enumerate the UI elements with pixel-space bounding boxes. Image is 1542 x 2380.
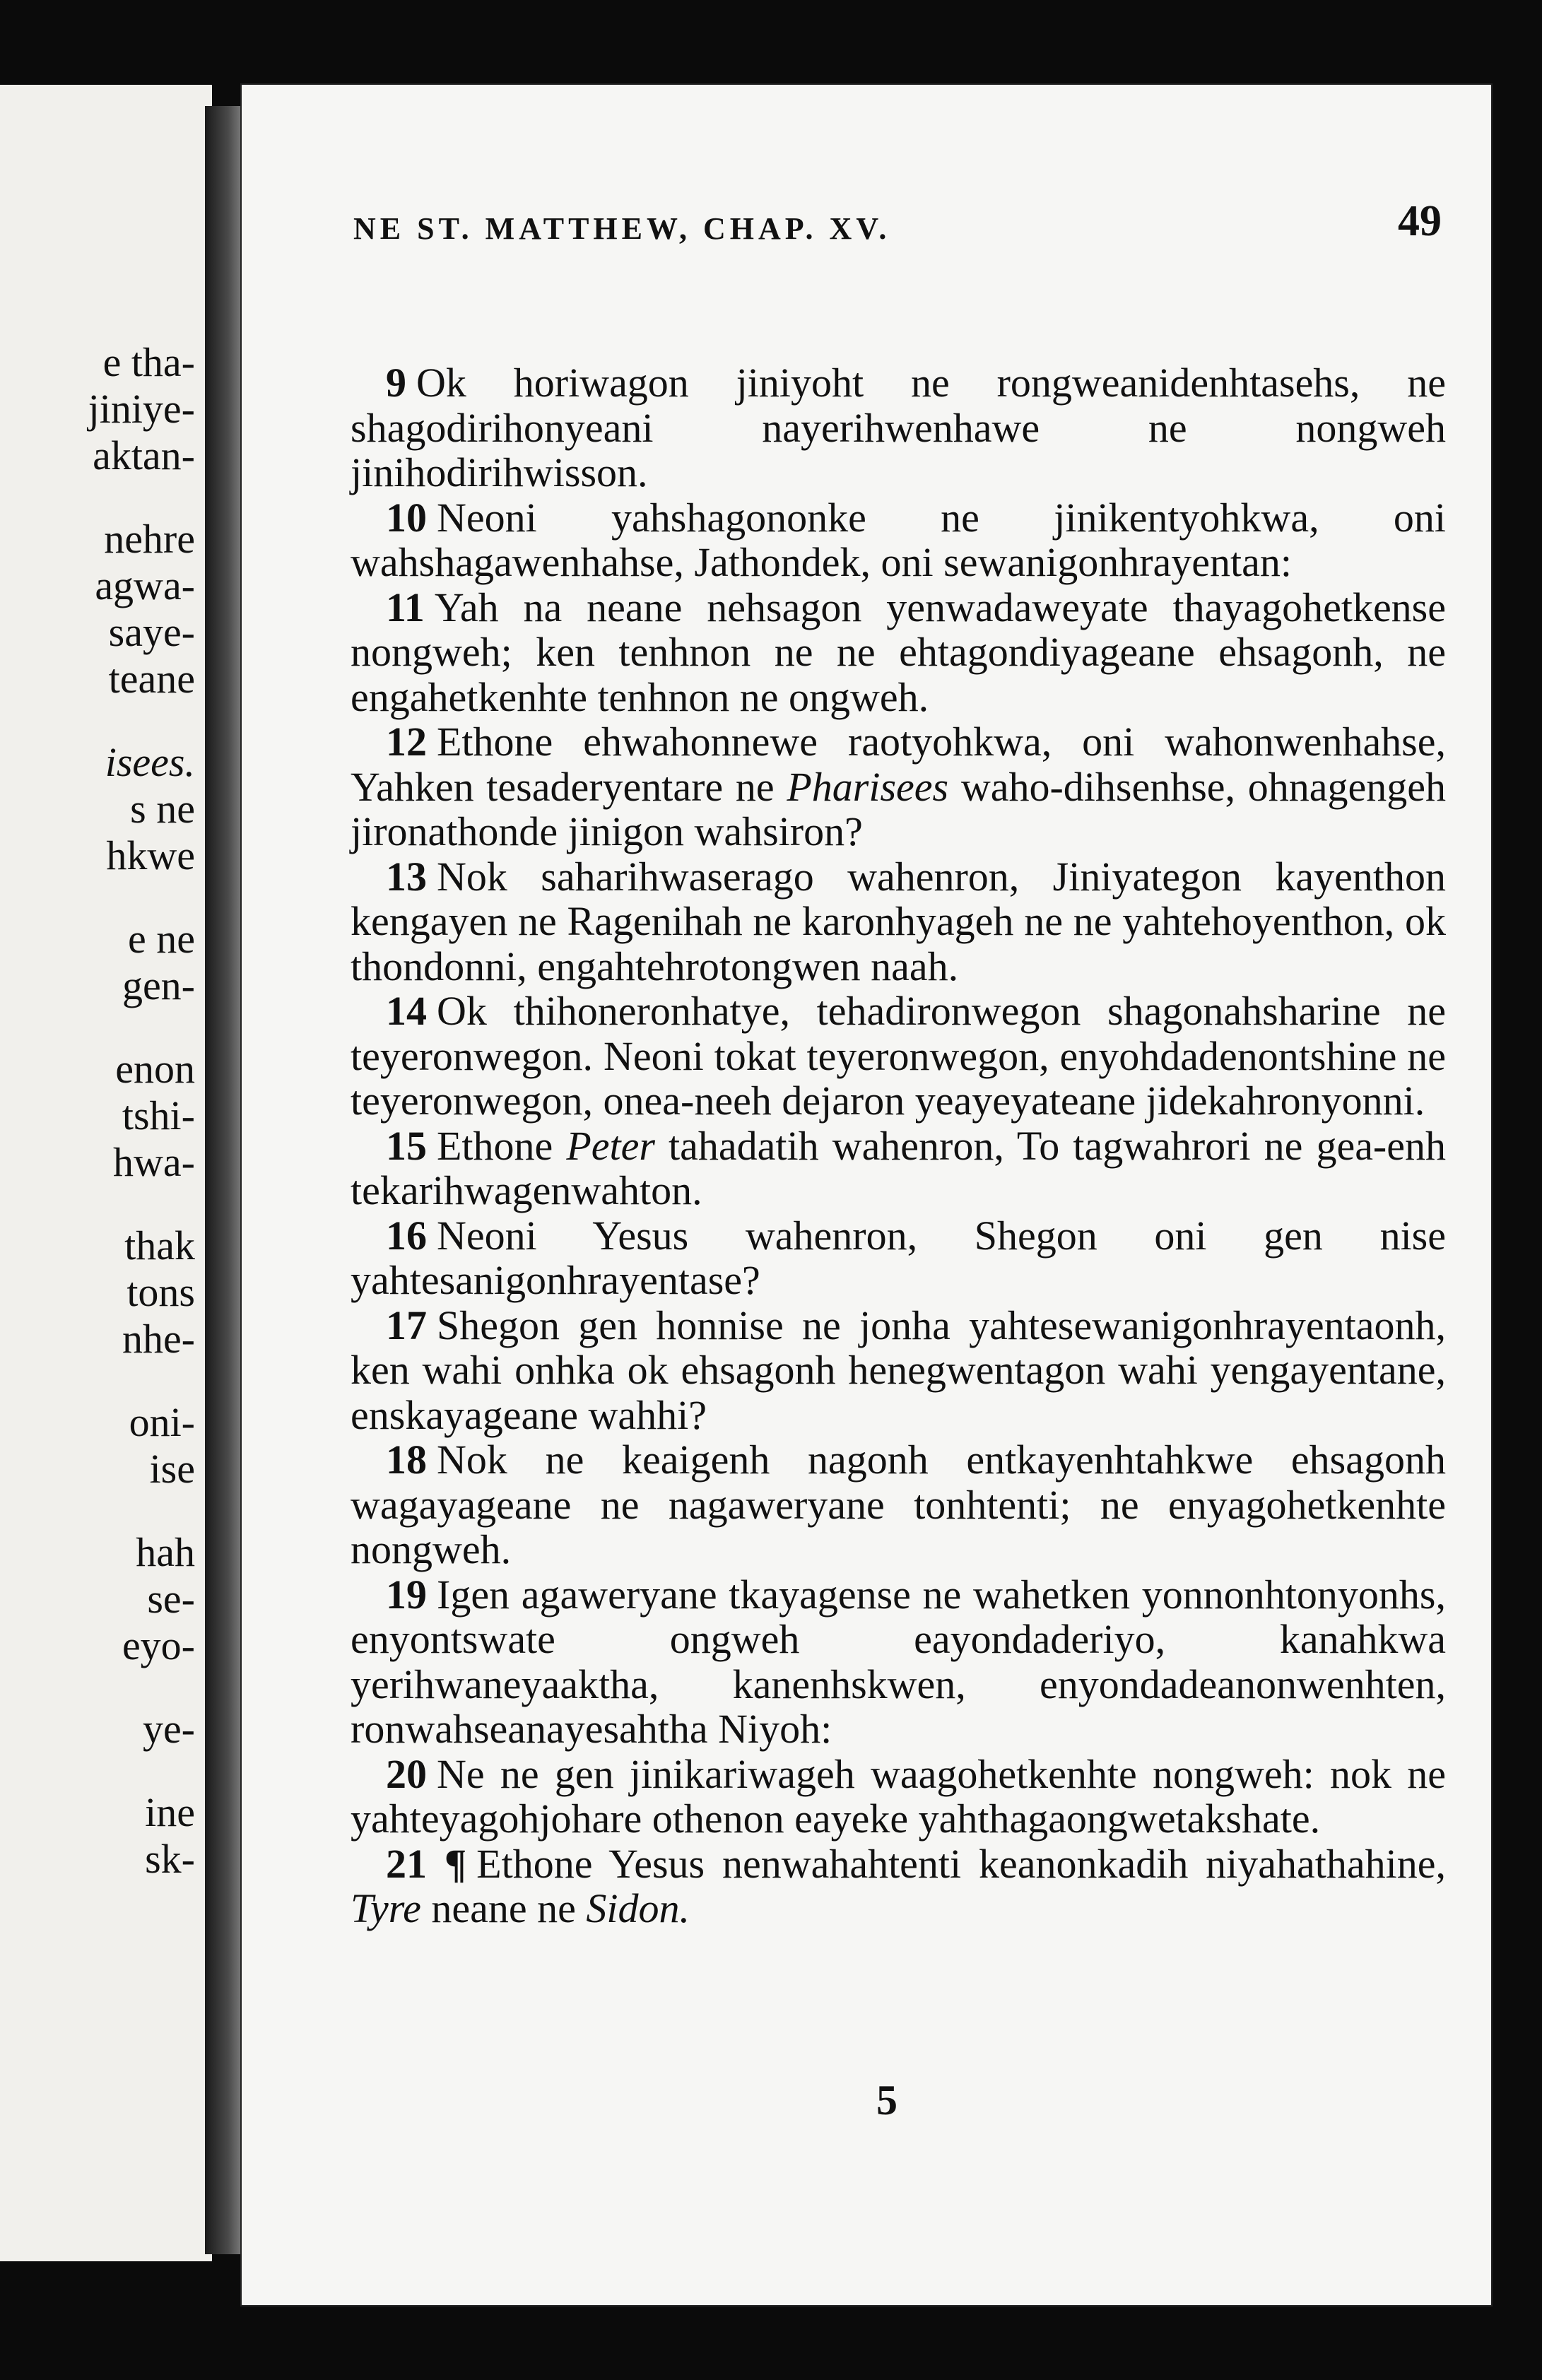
verse-text: Ethone Yesus nenwahahtenti keanonkadih niyahathahine, <box>476 1840 1446 1887</box>
verse <box>351 1752 1446 1842</box>
verse-italic-name: Sidon. <box>586 1885 690 1931</box>
left-page-fragment: e tha- <box>102 339 195 385</box>
left-page-fragment: tons <box>126 1269 195 1315</box>
verse-number: 17 <box>386 1302 427 1348</box>
verse-number: 14 <box>386 988 427 1034</box>
left-page-fragment: hwa- <box>113 1139 195 1185</box>
verse-text: tahadatih wahenron, To tagwahrori ne gea-enh tekarihwagenwahton. <box>351 1122 1446 1213</box>
left-page-fragment: aktan- <box>93 432 195 478</box>
left-page-fragment: jiniye- <box>88 386 195 432</box>
left-page-fragment: gen- <box>122 962 195 1008</box>
verse-number: 9 <box>386 360 406 406</box>
verse-number: 11 <box>386 584 425 630</box>
verse-number: 18 <box>386 1437 427 1483</box>
verse <box>351 360 1446 495</box>
verse-italic-name: Tyre <box>351 1885 421 1931</box>
verse-text: Nok saharihwaserago wahenron, Jiniyategon kayenthon kengayen ne Ragenihah ne karonhyageh ne ne yahtehoyenthon, ok thondonni, engahtehrotongwen naah. <box>351 853 1446 989</box>
verse-text-block <box>351 360 1446 1931</box>
verse-number: 16 <box>386 1212 427 1259</box>
left-page-fragment: ye- <box>142 1706 195 1752</box>
verse-number: 13 <box>386 853 427 900</box>
verse-text: Ok thihoneronhatye, tehadironwegon shagonahsharine ne teyeronwegon. Neoni tokat teyeronwegon, enyohdadenontshine ne teyeronwegon, onea-neeh dejaron yeayeyateane jidekahronyonni. <box>351 988 1446 1124</box>
left-page-edge <box>0 85 212 2261</box>
left-page-fragment: eyo- <box>122 1622 195 1668</box>
verse <box>351 1572 1446 1752</box>
left-page-fragment: tshi- <box>122 1092 195 1138</box>
verse-text: Ethone ehwahonnewe raotyohkwa, oni wahonwenhahse, Yahken tesaderyentare ne <box>351 719 1446 810</box>
left-page-fragment: ine <box>145 1789 195 1835</box>
verse-text: Nok ne keaigenh nagonh entkayenhtahkwe ehsagonh wagayageane ne nagaweryane tonhtenti; ne enyagohetkenhte nongweh. <box>351 1437 1446 1572</box>
verse <box>351 495 1446 585</box>
verse-number: 21 ¶ <box>386 1840 467 1887</box>
verse <box>351 1124 1446 1213</box>
running-title: NE ST. MATTHEW, CHAP. XV. <box>353 211 891 246</box>
left-page-fragment: thak <box>124 1223 195 1268</box>
verse-text: waho-dihsenhse, ohnagengeh jironathonde jinigon wahsiron? <box>351 763 1446 854</box>
verse <box>351 1303 1446 1438</box>
verse-text: neane ne <box>420 1885 587 1931</box>
left-page-fragment: hkwe <box>106 832 195 878</box>
running-head <box>353 196 1442 267</box>
left-page-fragment: isees. <box>105 739 195 785</box>
left-page-fragment: sk- <box>145 1836 195 1882</box>
verse-number: 15 <box>386 1122 427 1169</box>
left-page-text-fragments <box>4 339 195 1883</box>
verse-text: Neoni yahshagononke ne jinikentyohkwa, oni wahshagawenhahse, Jathondek, oni sewanigonhrayentan: <box>351 494 1446 585</box>
verse-text: Igen agaweryane tkayagense ne wahetken yonnonhtonyonhs, enyontswate ongweh eayondaderiyo, kanahkwa yerihwaneyaaktha, kanenhskwen, enyondadeanonwenhten, ronwahseanayesahtha Niyoh: <box>351 1571 1446 1752</box>
verse-text: Ethone <box>437 1122 567 1169</box>
verse-number: 19 <box>386 1571 427 1618</box>
left-page-fragment: oni- <box>129 1399 195 1445</box>
left-page-fragment: saye- <box>108 609 195 655</box>
left-page-fragment: se- <box>147 1576 195 1622</box>
left-page-fragment: enon <box>115 1046 195 1092</box>
verse <box>351 585 1446 720</box>
verse <box>351 1437 1446 1572</box>
verse-text: Neoni Yesus wahenron, Shegon oni gen nise yahtesanigonhrayentase? <box>351 1212 1446 1303</box>
verse-number: 20 <box>386 1750 427 1797</box>
verse <box>351 854 1446 989</box>
left-page-fragment: nhe- <box>122 1316 195 1362</box>
signature-mark: 5 <box>876 2077 897 2123</box>
verse-number: 10 <box>386 494 427 541</box>
verse-text: Ne ne gen jinikariwageh waagohetkenhte nongweh: nok ne yahteyagohjohare othenon eayeke yahthagaongwetakshate. <box>351 1750 1446 1842</box>
verse-text: Ok horiwagon jiniyoht ne rongweanidenhtasehs, ne shagodirihonyeani nayerihwenhawe ne nongweh jinihodirihwisson. <box>351 360 1446 495</box>
verse <box>351 1213 1446 1303</box>
page-number: 49 <box>1398 197 1442 245</box>
left-page-fragment: nehre <box>104 516 195 562</box>
verse <box>351 719 1446 854</box>
verse-italic-name: Pharisees <box>787 763 949 810</box>
verse <box>351 1842 1446 1931</box>
left-page-fragment: hah <box>136 1529 195 1575</box>
verse-italic-name: Peter <box>566 1122 655 1169</box>
verse-text: Yah na neane nehsagon yenwadaweyate thayagohetkense nongweh; ken tenhnon ne ne ehtagondiyageane ehsagonh, ne engahetkenhte tenhnon ne ongweh. <box>351 584 1446 720</box>
verse <box>351 989 1446 1124</box>
verse-number: 12 <box>386 719 427 765</box>
left-page-fragment: s ne <box>130 786 195 832</box>
left-page-fragment: ise <box>149 1446 195 1492</box>
verse-text: Shegon gen honnise ne jonha yahtesewanigonhrayentaonh, ken wahi onhka ok ehsagonh henegwentagon wahi yengayentane, enskayageane wahhi? <box>351 1302 1446 1438</box>
left-page-fragment: agwa- <box>95 562 195 608</box>
left-page-fragment: e ne <box>128 916 195 962</box>
left-page-fragment: teane <box>108 656 195 702</box>
